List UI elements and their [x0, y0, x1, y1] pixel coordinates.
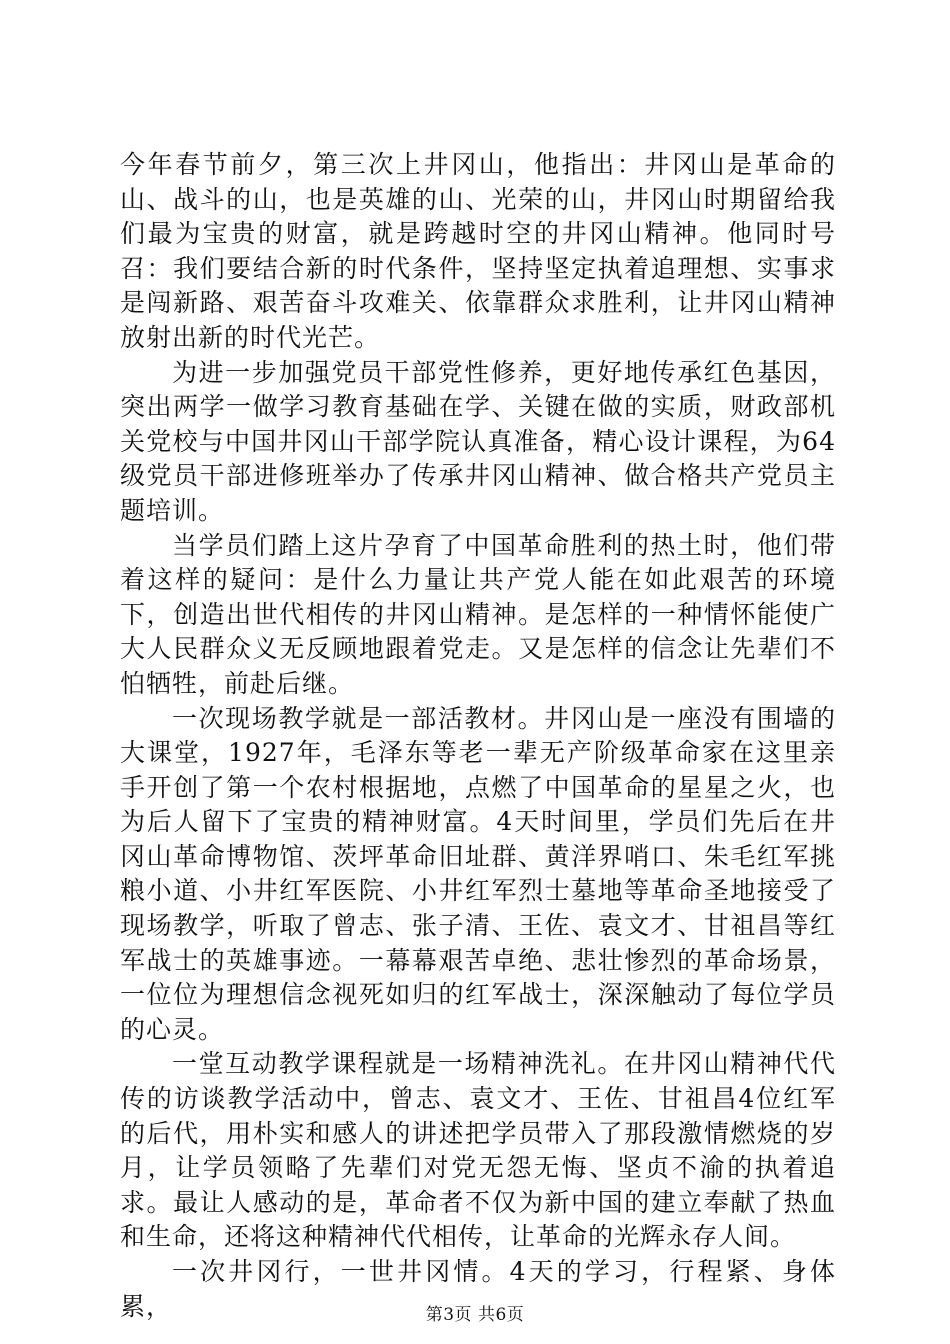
paragraph: 一次井冈行，一世井冈情。4天的学习，行程紧、身体累，	[120, 1257, 836, 1321]
document-body	[120, 148, 836, 1324]
paragraph: 今年春节前夕，第三次上井冈山，他指出：井冈山是革命的山、战斗的山，也是英雄的山、光荣的山，井冈山时期留给我们最为宝贵的财富，就是跨越时空的井冈山精神。他同时号召：我们要结合新的时代条件，坚持坚定执着追理想、实事求是闯新路、艰苦奋斗攻难关、依靠群众求胜利，让井冈山精神放射出新的时代光芒。	[120, 150, 836, 352]
paragraph: 为进一步加强党员干部党性修养，更好地传承红色基因，突出两学一做学习教育基础在学、关键在做的实质，财政部机关党校与中国井冈山干部学院认真准备，精心设计课程，为64级党员干部进修班举办了传承井冈山精神、做合格共产党员主题培训。	[120, 357, 836, 525]
paragraph: 当学员们踏上这片孕育了中国革命胜利的热土时，他们带着这样的疑问：是什么力量让共产党人能在如此艰苦的环境下，创造出世代相传的井冈山精神。是怎样的一种情怀能使广大人民群众义无反顾地跟着党走。又是怎样的信念让先辈们不怕牺牲，前赴后继。	[120, 530, 836, 698]
page-number-footer: 第3页 共6页	[425, 1305, 525, 1325]
paragraph: 一次现场教学就是一部活教材。井冈山是一座没有围墙的大课堂，1927年，毛泽东等老一辈无产阶级革命家在这里亲手开创了第一个农村根据地，点燃了中国革命的星星之火，也为后人留下了宝贵的精神财富。4天时间里，学员们先后在井冈山革命博物馆、茨坪革命旧址群、黄洋界哨口、朱毛红军挑粮小道、小井红军医院、小井红军烈士墓地等革命圣地接受了现场教学，听取了曾志、张子清、王佐、袁文才、甘祖昌等红军战士的英雄事迹。一幕幕艰苦卓绝、悲壮惨烈的革命场景，一位位为理想信念视死如归的红军战士，深深触动了每位学员的心灵。	[120, 703, 836, 1044]
paragraph: 一堂互动教学课程就是一场精神洗礼。在井冈山精神代代传的访谈教学活动中，曾志、袁文才、王佐、甘祖昌4位红军的后代，用朴实和感人的讲述把学员带入了那段激情燃烧的岁月，让学员领略了先辈们对党无怨无悔、坚贞不渝的执着追求。最让人感动的是，革命者不仅为新中国的建立奉献了热血和生命，还将这种精神代代相传，让革命的光辉永存人间。	[120, 1049, 836, 1252]
